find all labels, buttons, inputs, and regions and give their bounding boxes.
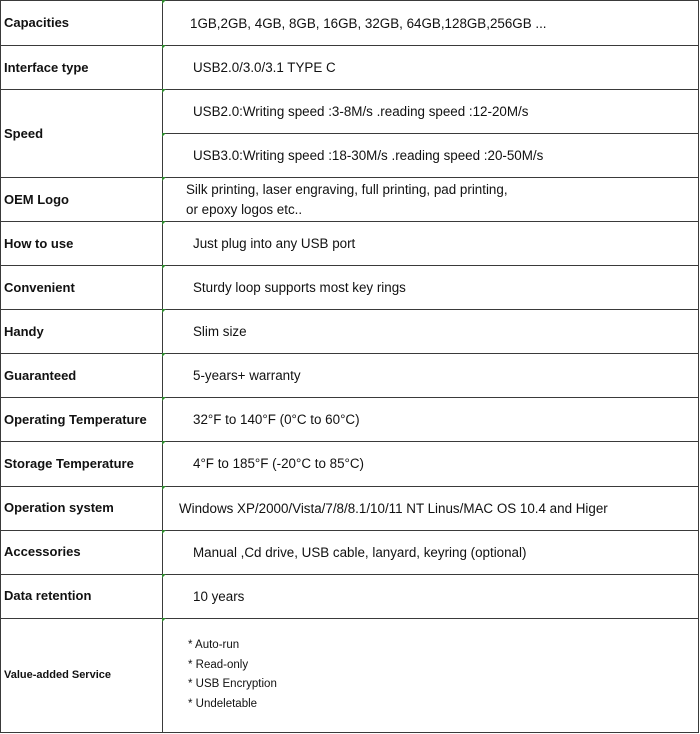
table-row [1,310,699,354]
oem-logo-value [163,180,698,220]
table-row [1,178,699,222]
how-to-use-value: Just plug into any USB port [193,236,356,252]
list-item: * Undeletable [188,697,258,710]
row-label: How to use [1,222,163,266]
speed-usb2-value: USB2.0:Writing speed :3-8M/s .reading speed :12-20M/s [193,104,529,120]
row-value [163,530,699,574]
table-row [1,222,699,266]
row-label: Operating Temperature [1,398,163,442]
operation-system-value: Windows XP/2000/Vista/7/8/8.1/10/11 NT Linus/MAC OS 10.4 and Higer [179,500,608,516]
row-label: OEM Logo [1,178,163,222]
row-value [163,178,699,222]
row-label: Accessories [1,530,163,574]
row-label: Interface type [1,46,163,90]
list-item: * USB Encryption [188,678,277,691]
row-label: Operation system [1,486,163,530]
storage-temperature-value: 4°F to 185°F (-20°C to 85°C) [193,456,365,472]
row-value [163,266,699,310]
table-row [1,530,699,574]
row-label: Data retention [1,574,163,618]
oem-logo-line: or epoxy logos etc.. [186,201,303,217]
row-value [163,574,699,618]
speed-usb3-value: USB3.0:Writing speed :18-30M/s .reading speed :20-50M/s [193,148,544,164]
table-row [1,574,699,618]
list-item: * Read-only [188,658,249,671]
row-value [163,222,699,266]
row-label: Convenient [1,266,163,310]
row-label: Value-added Service [1,618,163,732]
accessories-value: Manual ,Cd drive, USB cable, lanyard, keyring (optional) [193,544,527,560]
table-row [1,486,699,530]
table-row [1,398,699,442]
row-value [163,442,699,486]
handy-value: Slim size [193,324,247,340]
row-label: Speed [1,90,163,178]
interface-value: USB2.0/3.0/3.1 TYPE C [193,60,336,76]
row-label: Guaranteed [1,354,163,398]
oem-logo-line: Silk printing, laser engraving, full printing, pad printing, [186,181,508,197]
row-value [163,398,699,442]
table-row [1,266,699,310]
table-row [1,90,699,134]
row-value [163,134,699,178]
row-value [163,486,699,530]
table-row [1,46,699,90]
table-row [1,1,699,46]
table-row [1,442,699,486]
row-value [163,90,699,134]
operating-temperature-value: 32°F to 140°F (0°C to 60°C) [193,412,360,428]
convenient-value: Sturdy loop supports most key rings [193,280,406,296]
row-value [163,618,699,732]
table-row [1,354,699,398]
row-label: Storage Temperature [1,442,163,486]
row-value [163,310,699,354]
guaranteed-value: 5-years+ warranty [193,368,301,384]
data-retention-value: 10 years [193,588,245,604]
row-value [163,1,699,46]
row-label: Handy [1,310,163,354]
list-item: * Auto-run [188,639,240,652]
table-row [1,618,699,732]
row-label: Capacities [1,1,163,46]
capacities-value: 1GB,2GB, 4GB, 8GB, 16GB, 32GB, 64GB,128GB,256GB ... [190,15,547,31]
row-value [163,354,699,398]
row-value [163,46,699,90]
value-added-list [163,636,698,714]
